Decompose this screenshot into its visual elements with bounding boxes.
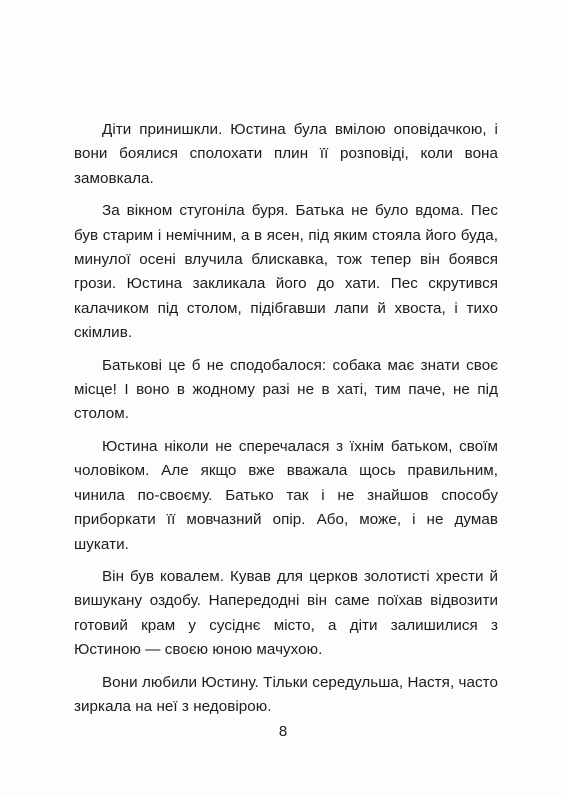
- page-number: 8: [278, 723, 288, 740]
- paragraph: Батькові це б не сподобалося: собака має знати своє місце! І воно в жодному разі не в хаті, тим паче, не під столом.: [74, 356, 498, 423]
- body-text: [74, 118, 498, 727]
- paragraph: За вікном стугоніла буря. Батька не було вдома. Пес був старим і немічним, а в ясен, під яким стояла його буда, минулої осені влучила блискавка, тож тепер він боявся грози. Юстина закликала його до хати. Пес скрутився калачиком під столом, підібгавши лапи й хвоста, і тихо скімлив.: [74, 202, 498, 342]
- paragraph: Діти принишкли. Юстина була вмілою оповідачкою, і вони боялися сполохати плин її розповіді, коли вона замовкала.: [74, 121, 498, 187]
- paragraph: Юстина ніколи не сперечалася з їхнім батьком, своїм чоловіком. Але якщо вже вважала щось правильним, чинила по-своєму. Батько так і не знайшов способу приборкати її мовчазний опір. Або, може, і не думав шукати.: [74, 437, 498, 553]
- paragraph: Вони любили Юстину. Тільки середульша, Настя, часто зиркала на неї з недовірою.: [74, 673, 498, 715]
- paragraph: Він був ковалем. Кував для церков золотисті хрести й вишукану оздобу. Напередодні він саме поїхав відвозити готовий крам у сусіднє місто, а діти залишилися з Юстиною — своєю юною мачухою.: [74, 567, 498, 659]
